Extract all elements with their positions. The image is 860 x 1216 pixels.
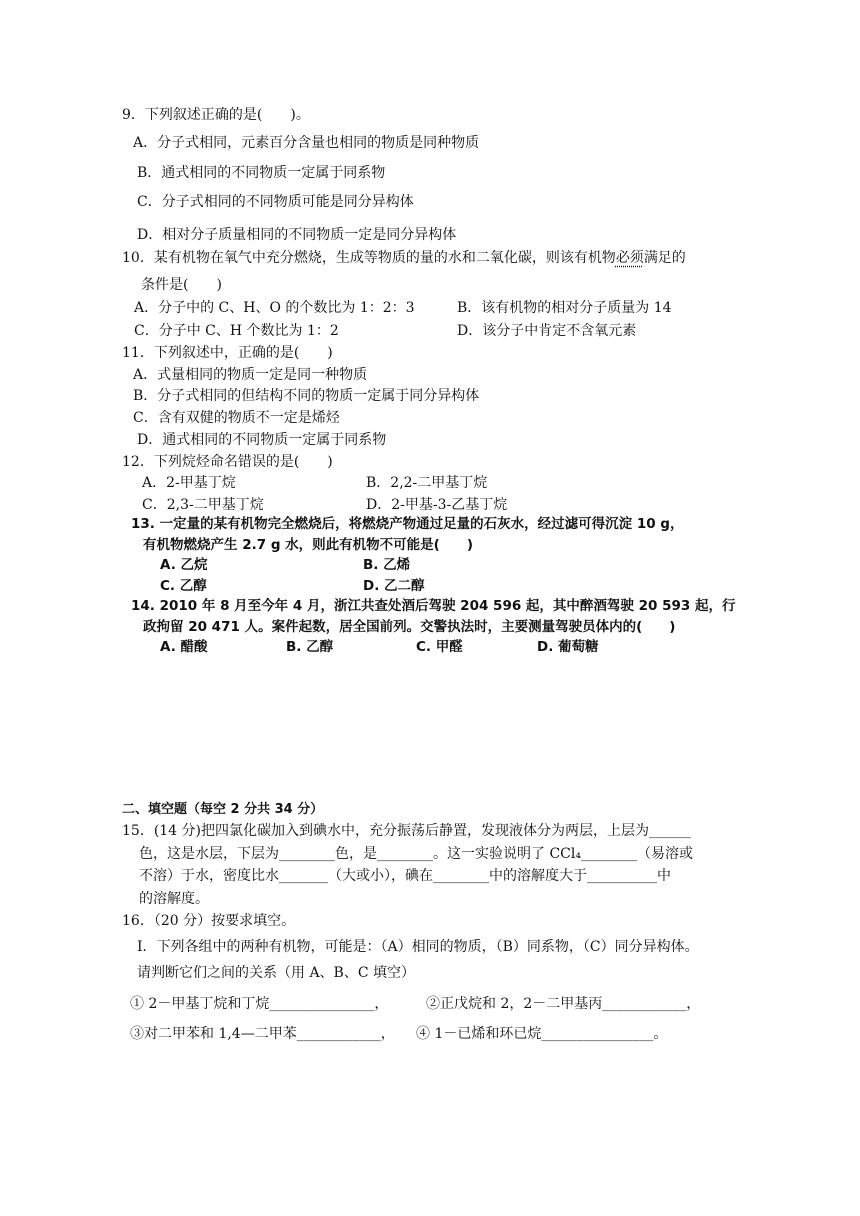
q10-stem-line2: 条件是( ) [141, 277, 222, 293]
q15-line2: 色，这是水层，下层为________色，是________。这一实验说明了 CCl₄________（易溶或 [139, 846, 693, 862]
q10-stem-post: 满足的 [643, 250, 686, 266]
q16-item-2: ②正戊烷和 2，2－二甲基丙____________， [426, 996, 701, 1012]
q12-option-d: D．2-甲基-3-乙基丁烷 [366, 497, 508, 513]
q12-stem: 12．下列烷烃命名错误的是( ) [122, 454, 333, 470]
q12-option-c: C．2,3-二甲基丁烷 [142, 497, 264, 513]
q11-option-a: A．式量相同的物质一定是同一种物质 [133, 367, 368, 383]
q14-option-d: D. 葡萄糖 [537, 639, 599, 655]
q14-stem-line2: 政拘留 20 471 人。案件起数，居全国前列。交警执法时，主要测量驾驶员体内的( ) [143, 619, 676, 635]
q16-item-4: ④ 1－已烯和环已烷________________。 [416, 1026, 668, 1042]
q9-option-b: B．通式相同的不同物质一定属于同系物 [137, 165, 386, 181]
q14-option-a: A. 醋酸 [160, 639, 208, 655]
q11-option-b: B．分子式相同的但结构不同的物质一定属于同分异构体 [133, 388, 480, 404]
q13-option-a: A. 乙烷 [160, 557, 208, 573]
q9-option-a: A．分子式相同，元素百分含量也相同的物质是同种物质 [133, 135, 480, 151]
q15-line1: 15．(14 分)把四氯化碳加入到碘水中，充分振荡后静置，发现液体分为两层，上层为______ [122, 823, 692, 839]
q10-option-d: D．该分子中肯定不含氧元素 [457, 323, 637, 339]
q13-option-b: B. 乙烯 [363, 557, 411, 573]
q10-option-b: B．该有机物的相对分子质量为 14 [457, 300, 672, 316]
q14-option-c: C. 甲醛 [416, 639, 463, 655]
section-heading: 二、填空题（每空 2 分共 34 分） [122, 802, 324, 817]
q10-stem-emphasis: 必须 [615, 250, 644, 266]
q11-stem: 11．下列叙述中，正确的是( ) [122, 345, 333, 361]
q16-part1-intro: I．下列各组中的两种有机物，可能是：（A）相同的物质，（B）同系物，（C）同分异构体。 [137, 939, 699, 955]
q14-stem: 14. 2010 年 8 月至今年 4 月，浙江共查处酒后驾驶 204 596 起，其中醉酒驾驶 20 593 起，行 [131, 598, 736, 614]
q16-item-1: ① 2－甲基丁烷和丁烷_______________， [130, 996, 389, 1012]
q16-part1-instruction: 请判断它们之间的关系（用 A、B、C 填空） [137, 965, 416, 981]
q9-option-d: D．相对分子质量相同的不同物质一定是同分异构体 [137, 227, 457, 243]
q10-option-c: C．分子中 C、H 个数比为 1：2 [134, 323, 339, 339]
q13-option-c: C. 乙醇 [160, 578, 207, 594]
q15-line4: 的溶解度。 [139, 891, 209, 907]
q13-stem-line2: 有机物燃烧产生 2.7 g 水，则此有机物不可能是( ) [143, 537, 474, 553]
q15-line3: 不溶）于水，密度比水_______（大或小），碘在________中的溶解度大于__________中 [139, 868, 671, 884]
q16-stem: 16．（20 分）按要求填空。 [122, 913, 296, 929]
q10-stem [122, 249, 686, 267]
q14-option-b: B. 乙醇 [286, 639, 334, 655]
q11-option-d: D．通式相同的不同物质一定属于同系物 [137, 432, 387, 448]
q12-option-b: B．2,2-二甲基丁烷 [366, 475, 488, 491]
q10-stem-pre: 10．某有机物在氧气中充分燃烧，生成等物质的量的水和二氧化碳，则该有机物 [122, 250, 616, 266]
q13-option-d: D. 乙二醇 [363, 578, 425, 594]
q16-item-3: ③对二甲苯和 1,4—二甲苯____________， [130, 1026, 395, 1042]
q9-stem: 9．下列叙述正确的是( )。 [122, 107, 310, 123]
q12-option-a: A．2-甲基丁烷 [142, 475, 236, 491]
q9-option-c: C．分子式相同的不同物质可能是同分异构体 [137, 194, 414, 210]
q13-stem: 13. 一定量的某有机物完全燃烧后，将燃烧产物通过足量的石灰水，经过滤可得沉淀 10 g， [131, 516, 684, 532]
q11-option-c: C．含有双健的物质不一定是烯烃 [133, 410, 340, 426]
q10-option-a: A．分子中的 C、H、O 的个数比为 1：2：3 [134, 300, 415, 316]
